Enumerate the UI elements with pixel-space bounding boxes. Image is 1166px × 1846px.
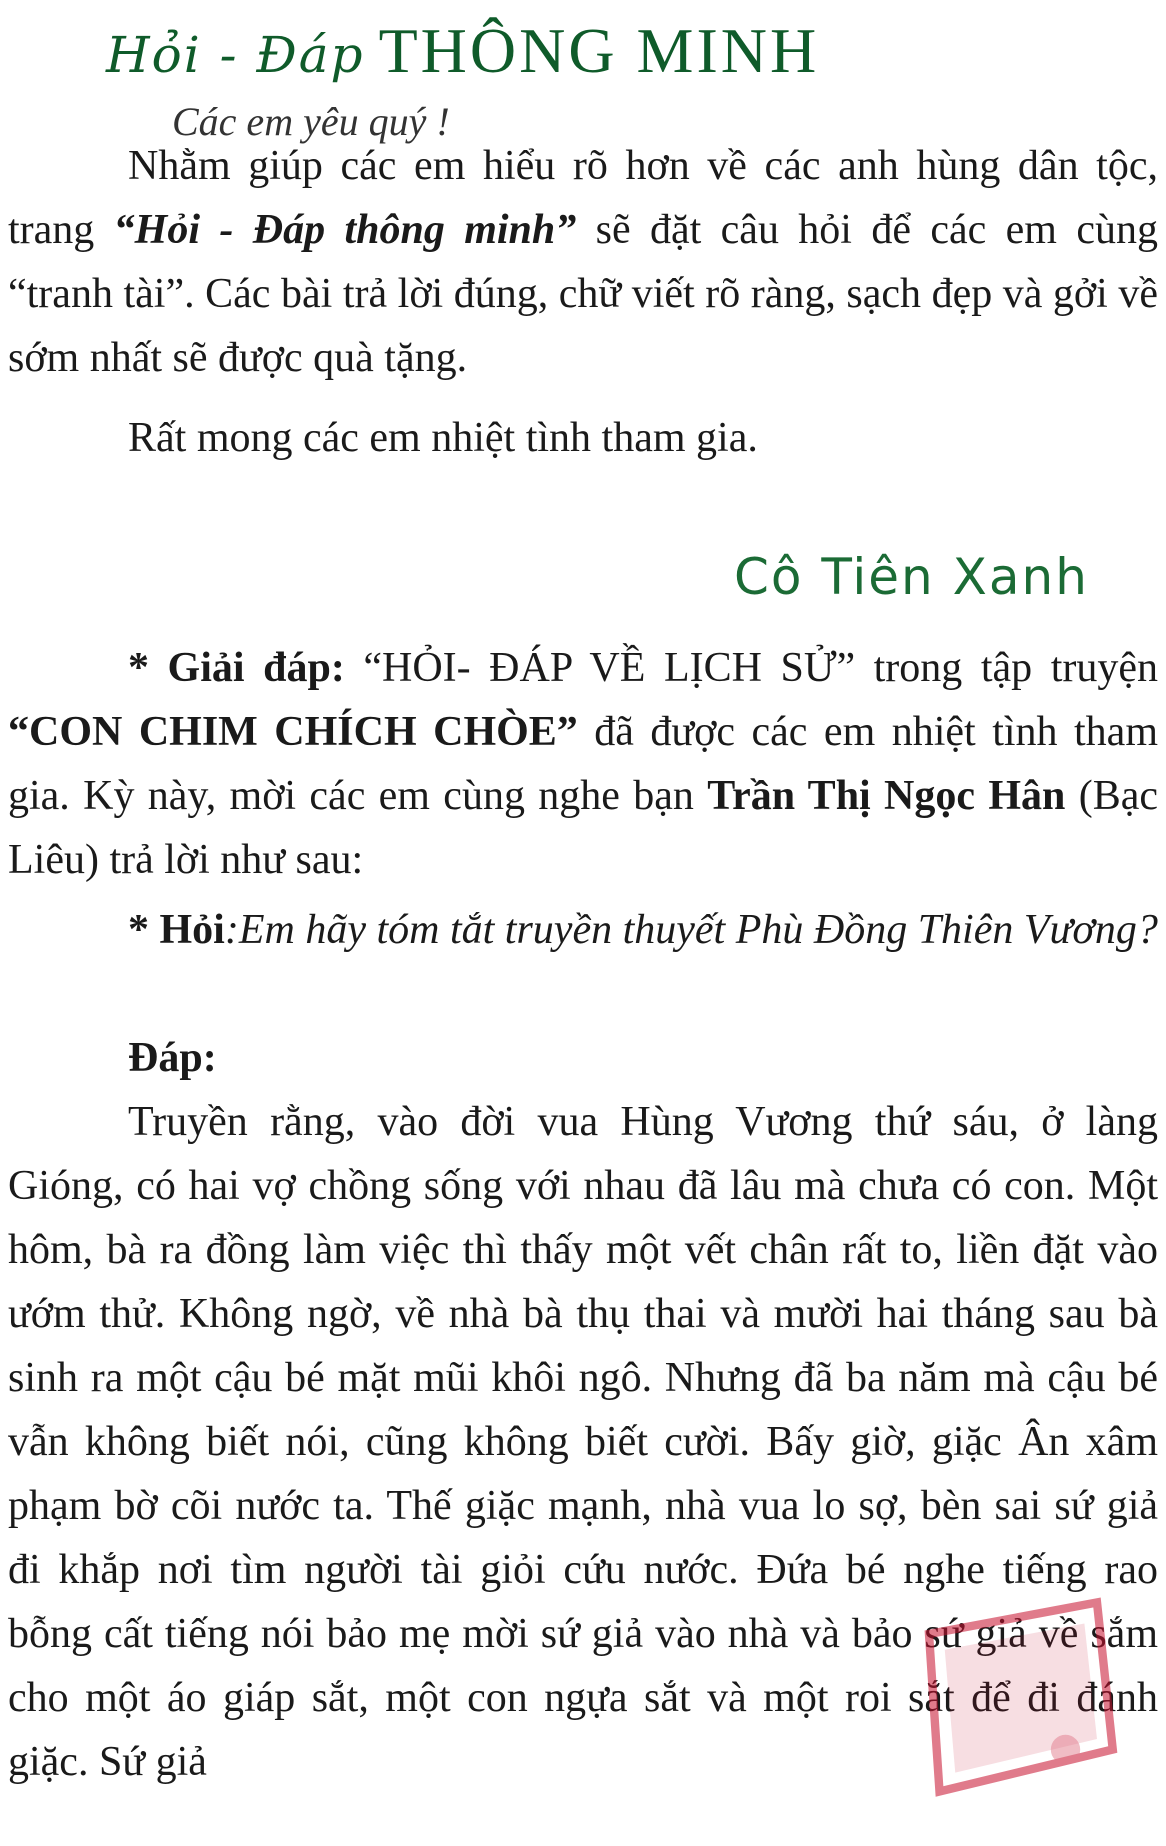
answer-heading: Đáp: [128, 1035, 217, 1081]
answer-text-f: (Bạc Liêu) trả lời như sau: [8, 773, 1159, 883]
header-title-script: Hỏi - Đáp [106, 26, 365, 84]
answer-intro-paragraph [8, 636, 1158, 892]
answer-text-d: đã được các em nhiệt tình tham gia. Kỳ này, mời các em cùng nghe bạn [8, 709, 1158, 819]
question-label: * Hỏi [128, 907, 225, 953]
answer-body: Truyền rằng, vào đời vua Hùng Vương thứ sáu, ở làng Gióng, có hai vợ chồng sống với nhau đã lâu mà chưa có con. Một hôm, bà ra đồng làm việc thì thấy một vết chân rất to, liền đặt vào ướm thử. Không ngờ, về nhà bà thụ thai và mười hai tháng sau bà sinh ra một cậu bé mặt mũi khôi ngô. Nhưng đã ba năm mà cậu bé vẫn không biết nói, cũng không biết cười. Bấy giờ, giặc Ân xâm phạm bờ cõi nước ta. Thế giặc mạnh, nhà vua lo sợ, bèn sai sứ giả đi khắp nơi tìm người tài giỏi cứu nước. Đứa bé nghe tiếng rao bỗng cất tiếng nói bảo mẹ mời sứ giả vào nhà và bảo sứ giả về sắm cho một áo giáp sắt, một con ngựa sắt và một roi sắt để đi đánh giặc. Sứ giả [8, 1099, 1158, 1785]
page-header [106, 14, 819, 94]
question-text: :Em hãy tóm tắt truyền thuyết Phù Đồng Thiên Vương? [224, 907, 1158, 953]
signature: Cô Tiên Xanh [734, 548, 1089, 606]
intro-text-c: sẽ đặt câu hỏi để các em cùng “tranh tài”. Các bài trả lời đúng, chữ viết rõ ràng, sạch đẹp và gởi về sớm nhất sẽ được quà tặng. [8, 207, 1158, 381]
answer-text-b: “HỎI- ĐÁP VỀ LỊCH SỬ” trong tập truyện [344, 645, 1158, 691]
intro-text-a: Nhằm giúp các em hiểu rõ hơn về các anh hùng dân tộc, trang [8, 143, 1158, 253]
book-title: “CON CHIM CHÍCH CHÒE” [8, 709, 578, 755]
answer-label: * Giải đáp: [128, 645, 345, 691]
greeting: Các em yêu quý ! [172, 99, 450, 144]
header-title-plain: THÔNG MINH [378, 15, 820, 86]
column-name: “Hỏi - Đáp thông minh” [113, 207, 577, 253]
invitation-paragraph: Rất mong các em nhiệt tình tham gia. [128, 415, 758, 461]
watermark-stamp [908, 1592, 1118, 1802]
answer-label-line [8, 1026, 1158, 1090]
question-paragraph [8, 898, 1158, 962]
intro-paragraph [8, 134, 1158, 390]
student-name: Trần Thị Ngọc Hân [707, 773, 1066, 819]
